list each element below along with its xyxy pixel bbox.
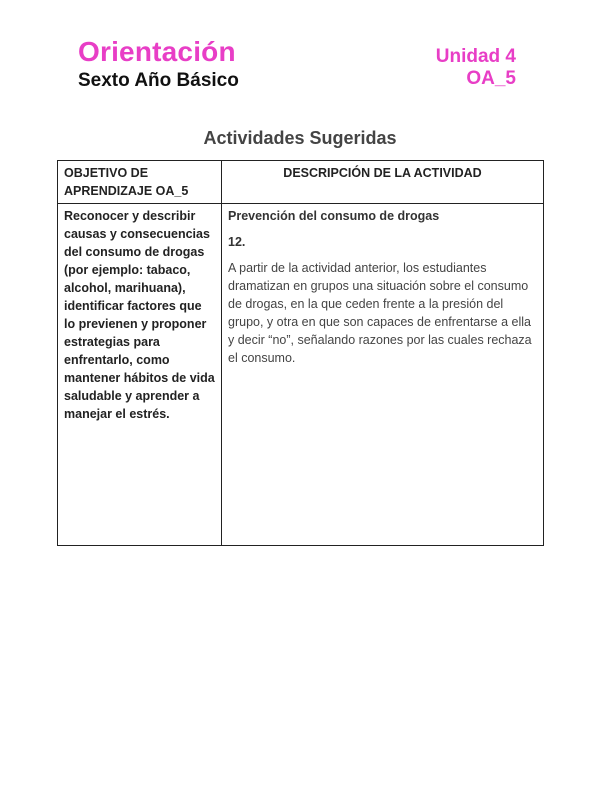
grade-title: Sexto Año Básico — [78, 70, 239, 91]
section-title: Actividades Sugeridas — [203, 128, 397, 148]
activity-cell — [222, 204, 544, 546]
document-header-right — [436, 46, 516, 90]
objective-header: OBJETIVO DE APRENDIZAJE OA_5 — [58, 161, 222, 204]
activity-number: 12. — [228, 235, 246, 249]
subject-title: Orientación — [78, 36, 236, 67]
unit-label: Unidad 4 — [435, 46, 516, 67]
table-row — [58, 204, 544, 546]
activity-title: Prevención del consumo de drogas — [228, 209, 440, 223]
objective-cell — [58, 204, 222, 546]
activity-table — [57, 160, 544, 546]
objective-text: Reconocer y describir causas y consecuencias del consumo de drogas (por ejemplo: tabaco, alcohol, marihuana), identificar factores que lo previenen y proponer estrategias para enfrentarlo, como mantener hábitos de vida saludable y aprender a manejar el estrés. — [64, 209, 215, 421]
table-header-row — [58, 161, 544, 204]
description-header: DESCRIPCIÓN DE LA ACTIVIDAD — [222, 161, 544, 204]
activity-description: A partir de la actividad anterior, los estudiantes dramatizan en grupos una situación sobre el consumo de drogas, en la que ceden frente a la presión del grupo, y otra en que son capaces de enfrentarse a ella y decir “no”, señalando razones por las cuales rechaza el consumo. — [228, 261, 532, 365]
oa-label: OA_5 — [466, 68, 516, 89]
document-header-left — [78, 36, 239, 92]
